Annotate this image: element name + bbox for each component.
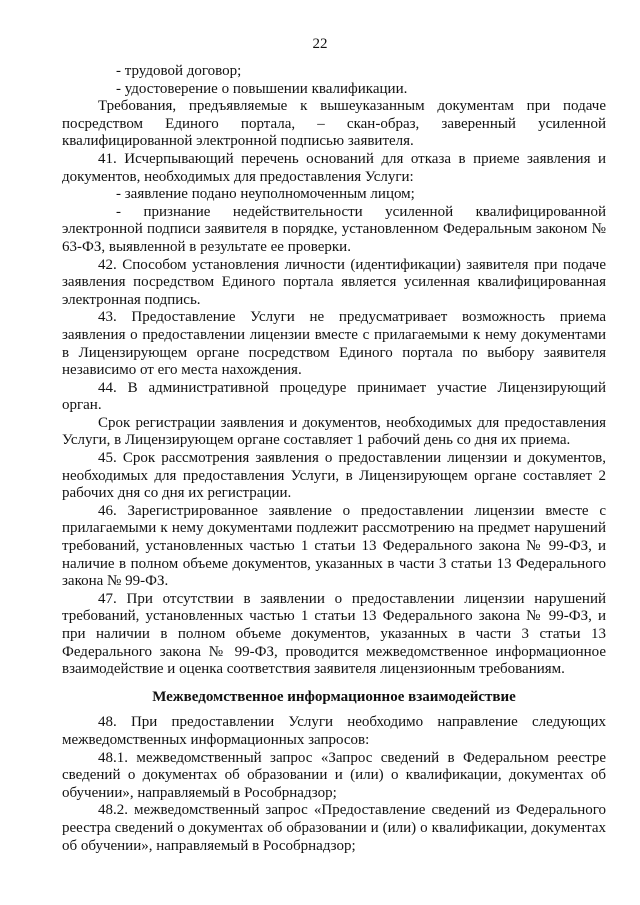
paragraph-registration-term: Срок регистрации заявления и документов, необходимых для предоставления Услуги, в Лицензирующем органе составляет 1 рабочий день со дня их приема. (62, 414, 606, 449)
paragraph-46: 46. Зарегистрированное заявление о предоставлении лицензии вместе с прилагаемыми к нему документами подлежит рассмотрению на предмет нарушений требований, установленных частью 1 статьи 13 Федерального закона № 99-ФЗ, и наличие в полном объеме документов, указанных в части 3 статьи 13 Федерального закона № 99-ФЗ. (62, 502, 606, 590)
paragraph-45: 45. Срок рассмотрения заявления о предоставлении лицензии и документов, необходимых для предоставления Услуги, в Лицензирующем органе составляет 2 рабочих дня со дня их регистрации. (62, 450, 606, 502)
section-heading: Межведомственное информационное взаимодействие (152, 688, 516, 705)
list-item-employment-contract: - трудовой договор; (116, 63, 242, 79)
paragraph-48: 48. При предоставлении Услуги необходимо направление следующих межведомственных информационных запросов: (62, 714, 606, 748)
paragraph-47: 47. При отсутствии в заявлении о предоставлении лицензии нарушений требований, установленных частью 1 статьи 13 Федерального закона № 99-ФЗ, и при наличии в полном объеме документов, указанных в части 3 статьи 13 Федерального закона № 99-ФЗ, проводится межведомственное информационное взаимодействие и оценка соответствия заявителя лицензионным требованиям. (62, 590, 606, 678)
list-item-qualification-certificate: - удостоверение о повышении квалификации. (116, 80, 408, 97)
paragraph-48-2: 48.2. межведомственный запрос «Предоставление сведений из Федерального реестра сведений о документах об образовании и (или) о квалификации, документах об обучении», направляемый в Рособрнадзор; (62, 802, 606, 854)
page-number: 22 (312, 36, 328, 52)
paragraph-43: 43. Предоставление Услуги не предусматривает возможность приема заявления о предоставлении лицензии вместе с прилагаемыми к нему документами в Лицензирующем органе посредством Единого портала по выбору заявителя независимо от его места нахождения. (62, 309, 606, 379)
list-item-unauthorized-person: - заявление подано неуполномоченным лицом; (116, 186, 415, 203)
paragraph-document-requirements: Требования, предъявляемые к вышеуказанным документам при подаче посредством Единого портала, – скан-образ, заверенный усиленной квалифицированной электронной подписью заявителя. (62, 98, 606, 150)
paragraph-41: 41. Исчерпывающий перечень оснований для отказа в приеме заявления и документов, необходимых для предоставления Услуги: (62, 150, 606, 185)
paragraph-44: 44. В административной процедуре принимает участие Лицензирующий орган. (62, 379, 606, 414)
paragraph-42: 42. Способом установления личности (идентификации) заявителя при подаче заявления посредством Единого портала является усиленная квалифицированная электронная подпись. (62, 256, 606, 308)
list-item-invalid-signature: - признание недействительности усиленной квалифицированной электронной подписи заявителя в порядке, установленном Федеральным законом № 63-ФЗ, выявленной в результате ее проверки. (62, 203, 606, 255)
document-body (62, 63, 606, 855)
paragraph-48-1: 48.1. межведомственный запрос «Запрос сведений в Федеральном реестре сведений о документах об образовании и (или) о квалификации, документах об обучении», направляемый в Рособрнадзор; (62, 749, 606, 801)
